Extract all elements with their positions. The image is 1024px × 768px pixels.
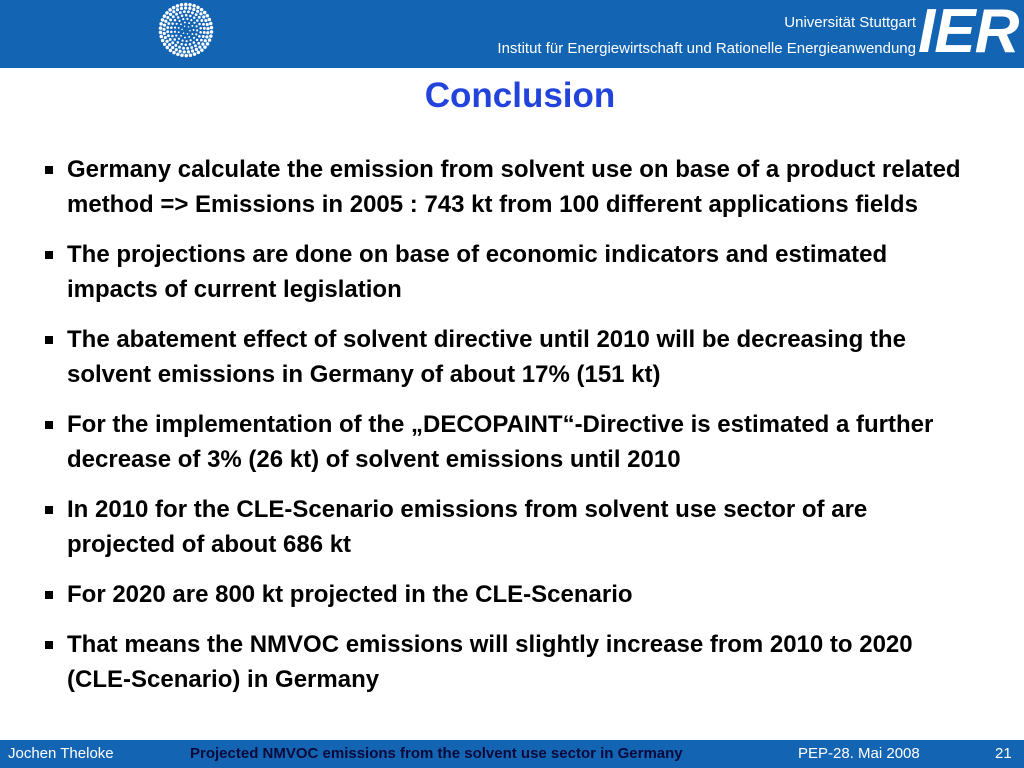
university-name: Universität Stuttgart (784, 14, 916, 31)
bullet-item (45, 237, 980, 307)
bullet-text: The projections are done on base of economic indicators and estimated impacts of current legislation (67, 241, 888, 303)
bullet-text: The abatement effect of solvent directive until 2010 will be decreasing the solvent emissions in Germany of about 17% (151 kt) (67, 326, 906, 388)
ier-logo: IER (918, 0, 1019, 66)
bullet-text: For 2020 are 800 kt projected in the CLE-Scenario (67, 581, 633, 608)
bullet-item (45, 407, 980, 477)
footer-date: PEP-28. Mai 2008 (798, 745, 920, 762)
institute-name: Institut für Energiewirtschaft und Rationelle Energieanwendung (497, 40, 916, 57)
bullet-text: Germany calculate the emission from solvent use on base of a product related method => Emissions in 2005 : 743 kt from 100 different applications fields (67, 156, 961, 218)
square-bullet-icon (45, 506, 53, 514)
footer-bar (0, 740, 1024, 768)
square-bullet-icon (45, 591, 53, 599)
square-bullet-icon (45, 421, 53, 429)
slide-title: Conclusion (424, 76, 616, 115)
bullet-item (45, 322, 980, 392)
square-bullet-icon (45, 641, 53, 649)
bullet-item (45, 492, 980, 562)
header-bar (0, 0, 1024, 68)
bullet-list (45, 152, 980, 712)
bullet-item (45, 152, 980, 222)
footer-author: Jochen Theloke (8, 745, 114, 762)
bullet-item (45, 577, 980, 612)
square-bullet-icon (45, 166, 53, 174)
bullet-text: That means the NMVOC emissions will slightly increase from 2010 to 2020 (CLE-Scenario) in Germany (67, 631, 913, 693)
page-number: 21 (995, 745, 1012, 762)
bullet-text: In 2010 for the CLE-Scenario emissions from solvent use sector of are projected of about 686 kt (67, 496, 868, 558)
square-bullet-icon (45, 251, 53, 259)
university-seal-icon (158, 2, 214, 58)
bullet-text: For the implementation of the „DECOPAINT“-Directive is estimated a further decrease of 3% (26 kt) of solvent emissions until 2010 (67, 411, 934, 473)
bullet-item (45, 627, 980, 697)
square-bullet-icon (45, 336, 53, 344)
footer-title: Projected NMVOC emissions from the solvent use sector in Germany (190, 745, 683, 762)
